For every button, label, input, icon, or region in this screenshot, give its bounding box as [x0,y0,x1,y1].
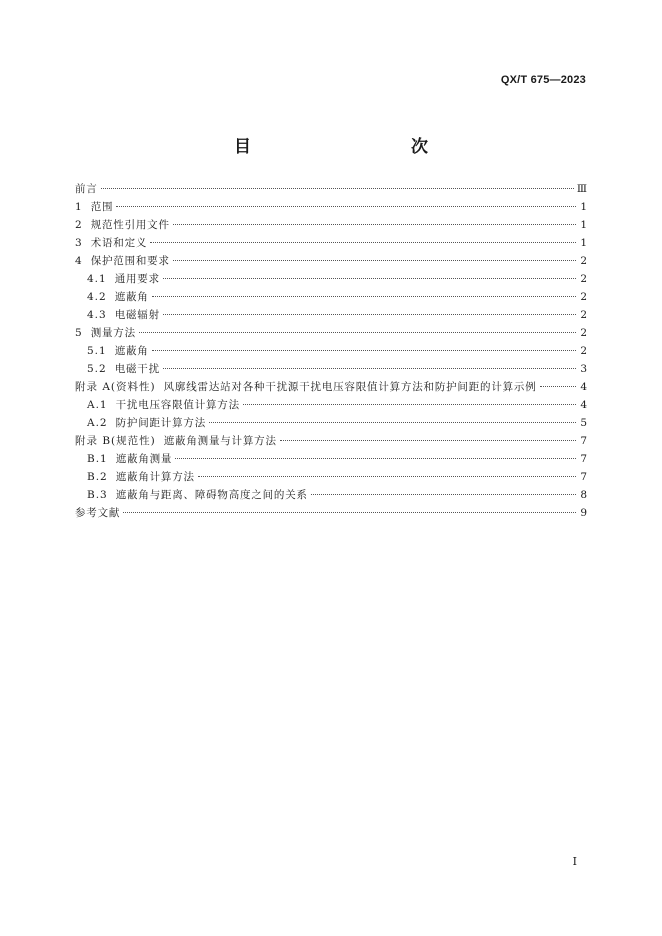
toc-entry[interactable] [75,288,587,306]
toc-entry-number: 3 [75,237,83,249]
toc-entry-page: 7 [580,453,587,465]
toc-entry-title: 遮蔽角测量 [115,453,173,465]
toc-entry-title: 术语和定义 [90,237,148,249]
toc-entry[interactable] [75,180,587,198]
toc-entry-title: 遮蔽角与距离、障碍物高度之间的关系 [115,489,308,501]
toc-dot-leader [175,457,576,459]
toc-entry-page: 3 [580,363,587,375]
toc-entry[interactable] [75,432,587,450]
toc-entry-page: 2 [580,309,587,321]
toc-entry-title: 参考文献 [75,507,121,519]
toc-entry-title: 遮蔽角测量与计算方法 [163,435,277,447]
toc-entry[interactable] [75,378,587,396]
toc-dot-leader [243,403,576,405]
toc-dot-leader [116,205,576,207]
toc-entry-page: 2 [580,273,587,285]
toc-entry[interactable] [75,198,587,216]
toc-entry[interactable] [75,396,587,414]
toc-entry-page: 2 [580,291,587,303]
toc-entry-page: 4 [580,381,587,393]
page-title: 目 次 [234,137,470,157]
toc-dot-leader [173,223,576,225]
toc-entry-number: 附录 B(规范性) [75,435,156,447]
toc-entry[interactable] [75,270,587,288]
toc-entry[interactable] [75,360,587,378]
toc-entry-page: 2 [580,255,587,267]
toc-entry[interactable] [75,234,587,252]
toc-entry-title: 保护范围和要求 [90,255,170,267]
toc-entry-title: 遮蔽角计算方法 [115,471,195,483]
toc-entry-number: B.3 [87,489,108,501]
toc-entry-page: 1 [580,219,587,231]
page-number: Ⅰ [572,855,577,868]
toc-entry-number: 4 [75,255,83,267]
toc-entry[interactable] [75,324,587,342]
toc-dot-leader [198,475,576,477]
document-standard-number: QX/T 675—2023 [500,74,586,86]
table-of-contents [75,180,587,522]
toc-entry-page: 1 [580,237,587,249]
toc-entry-page: 7 [580,471,587,483]
toc-entry-number: 4.3 [87,309,107,321]
toc-dot-leader [101,187,574,189]
toc-entry-title: 通用要求 [114,273,160,285]
toc-entry-title: 遮蔽角 [114,345,149,357]
toc-entry-page: 2 [580,345,587,357]
toc-entry-title: 前言 [75,183,98,195]
toc-entry[interactable] [75,216,587,234]
toc-entry-number: A.2 [87,417,108,429]
toc-dot-leader [152,349,576,351]
toc-dot-leader [173,259,576,261]
toc-entry-number: 4.2 [87,291,107,303]
toc-entry-page: 9 [580,507,587,519]
toc-entry-title: 电磁干扰 [114,363,160,375]
toc-entry-page: Ⅲ [576,183,587,195]
toc-dot-leader [163,367,576,369]
toc-entry-number: A.1 [87,399,108,411]
toc-entry-title: 范围 [90,201,114,213]
toc-dot-leader [209,421,576,423]
toc-entry-title: 遮蔽角 [114,291,149,303]
toc-entry[interactable] [75,468,587,486]
toc-entry-title: 规范性引用文件 [90,219,170,231]
toc-dot-leader [123,511,576,513]
toc-entry-number: 5 [75,327,83,339]
toc-dot-leader [163,277,576,279]
toc-entry-page: 7 [580,435,587,447]
toc-entry-number: 附录 A(资料性) [75,381,156,393]
toc-entry-number: 5.2 [87,363,107,375]
toc-dot-leader [540,385,576,387]
toc-entry[interactable] [75,414,587,432]
toc-entry-number: 1 [75,201,83,213]
toc-entry-title: 测量方法 [90,327,136,339]
toc-entry-title: 风廓线雷达站对各种干扰源干扰电压容限值计算方法和防护间距的计算示例 [163,381,537,393]
toc-entry[interactable] [75,306,587,324]
toc-entry[interactable] [75,486,587,504]
toc-entry-page: 2 [580,327,587,339]
toc-entry[interactable] [75,342,587,360]
toc-dot-leader [311,493,576,495]
toc-dot-leader [163,313,576,315]
toc-dot-leader [152,295,576,297]
toc-entry[interactable] [75,504,587,522]
toc-entry-number: B.1 [87,453,108,465]
toc-dot-leader [150,241,576,243]
toc-dot-leader [139,331,576,333]
toc-entry-number: B.2 [87,471,108,483]
toc-entry-title: 干扰电压容限值计算方法 [115,399,240,411]
toc-entry-title: 电磁辐射 [114,309,160,321]
toc-entry-number: 2 [75,219,83,231]
toc-entry-page: 4 [580,399,587,411]
toc-entry-page: 5 [580,417,587,429]
toc-dot-leader [280,439,576,441]
toc-entry-number: 4.1 [87,273,107,285]
toc-entry-title: 防护间距计算方法 [115,417,207,429]
toc-entry-number: 5.1 [87,345,107,357]
toc-entry[interactable] [75,252,587,270]
toc-entry-page: 1 [580,201,587,213]
toc-entry[interactable] [75,450,587,468]
toc-entry-page: 8 [580,489,587,501]
